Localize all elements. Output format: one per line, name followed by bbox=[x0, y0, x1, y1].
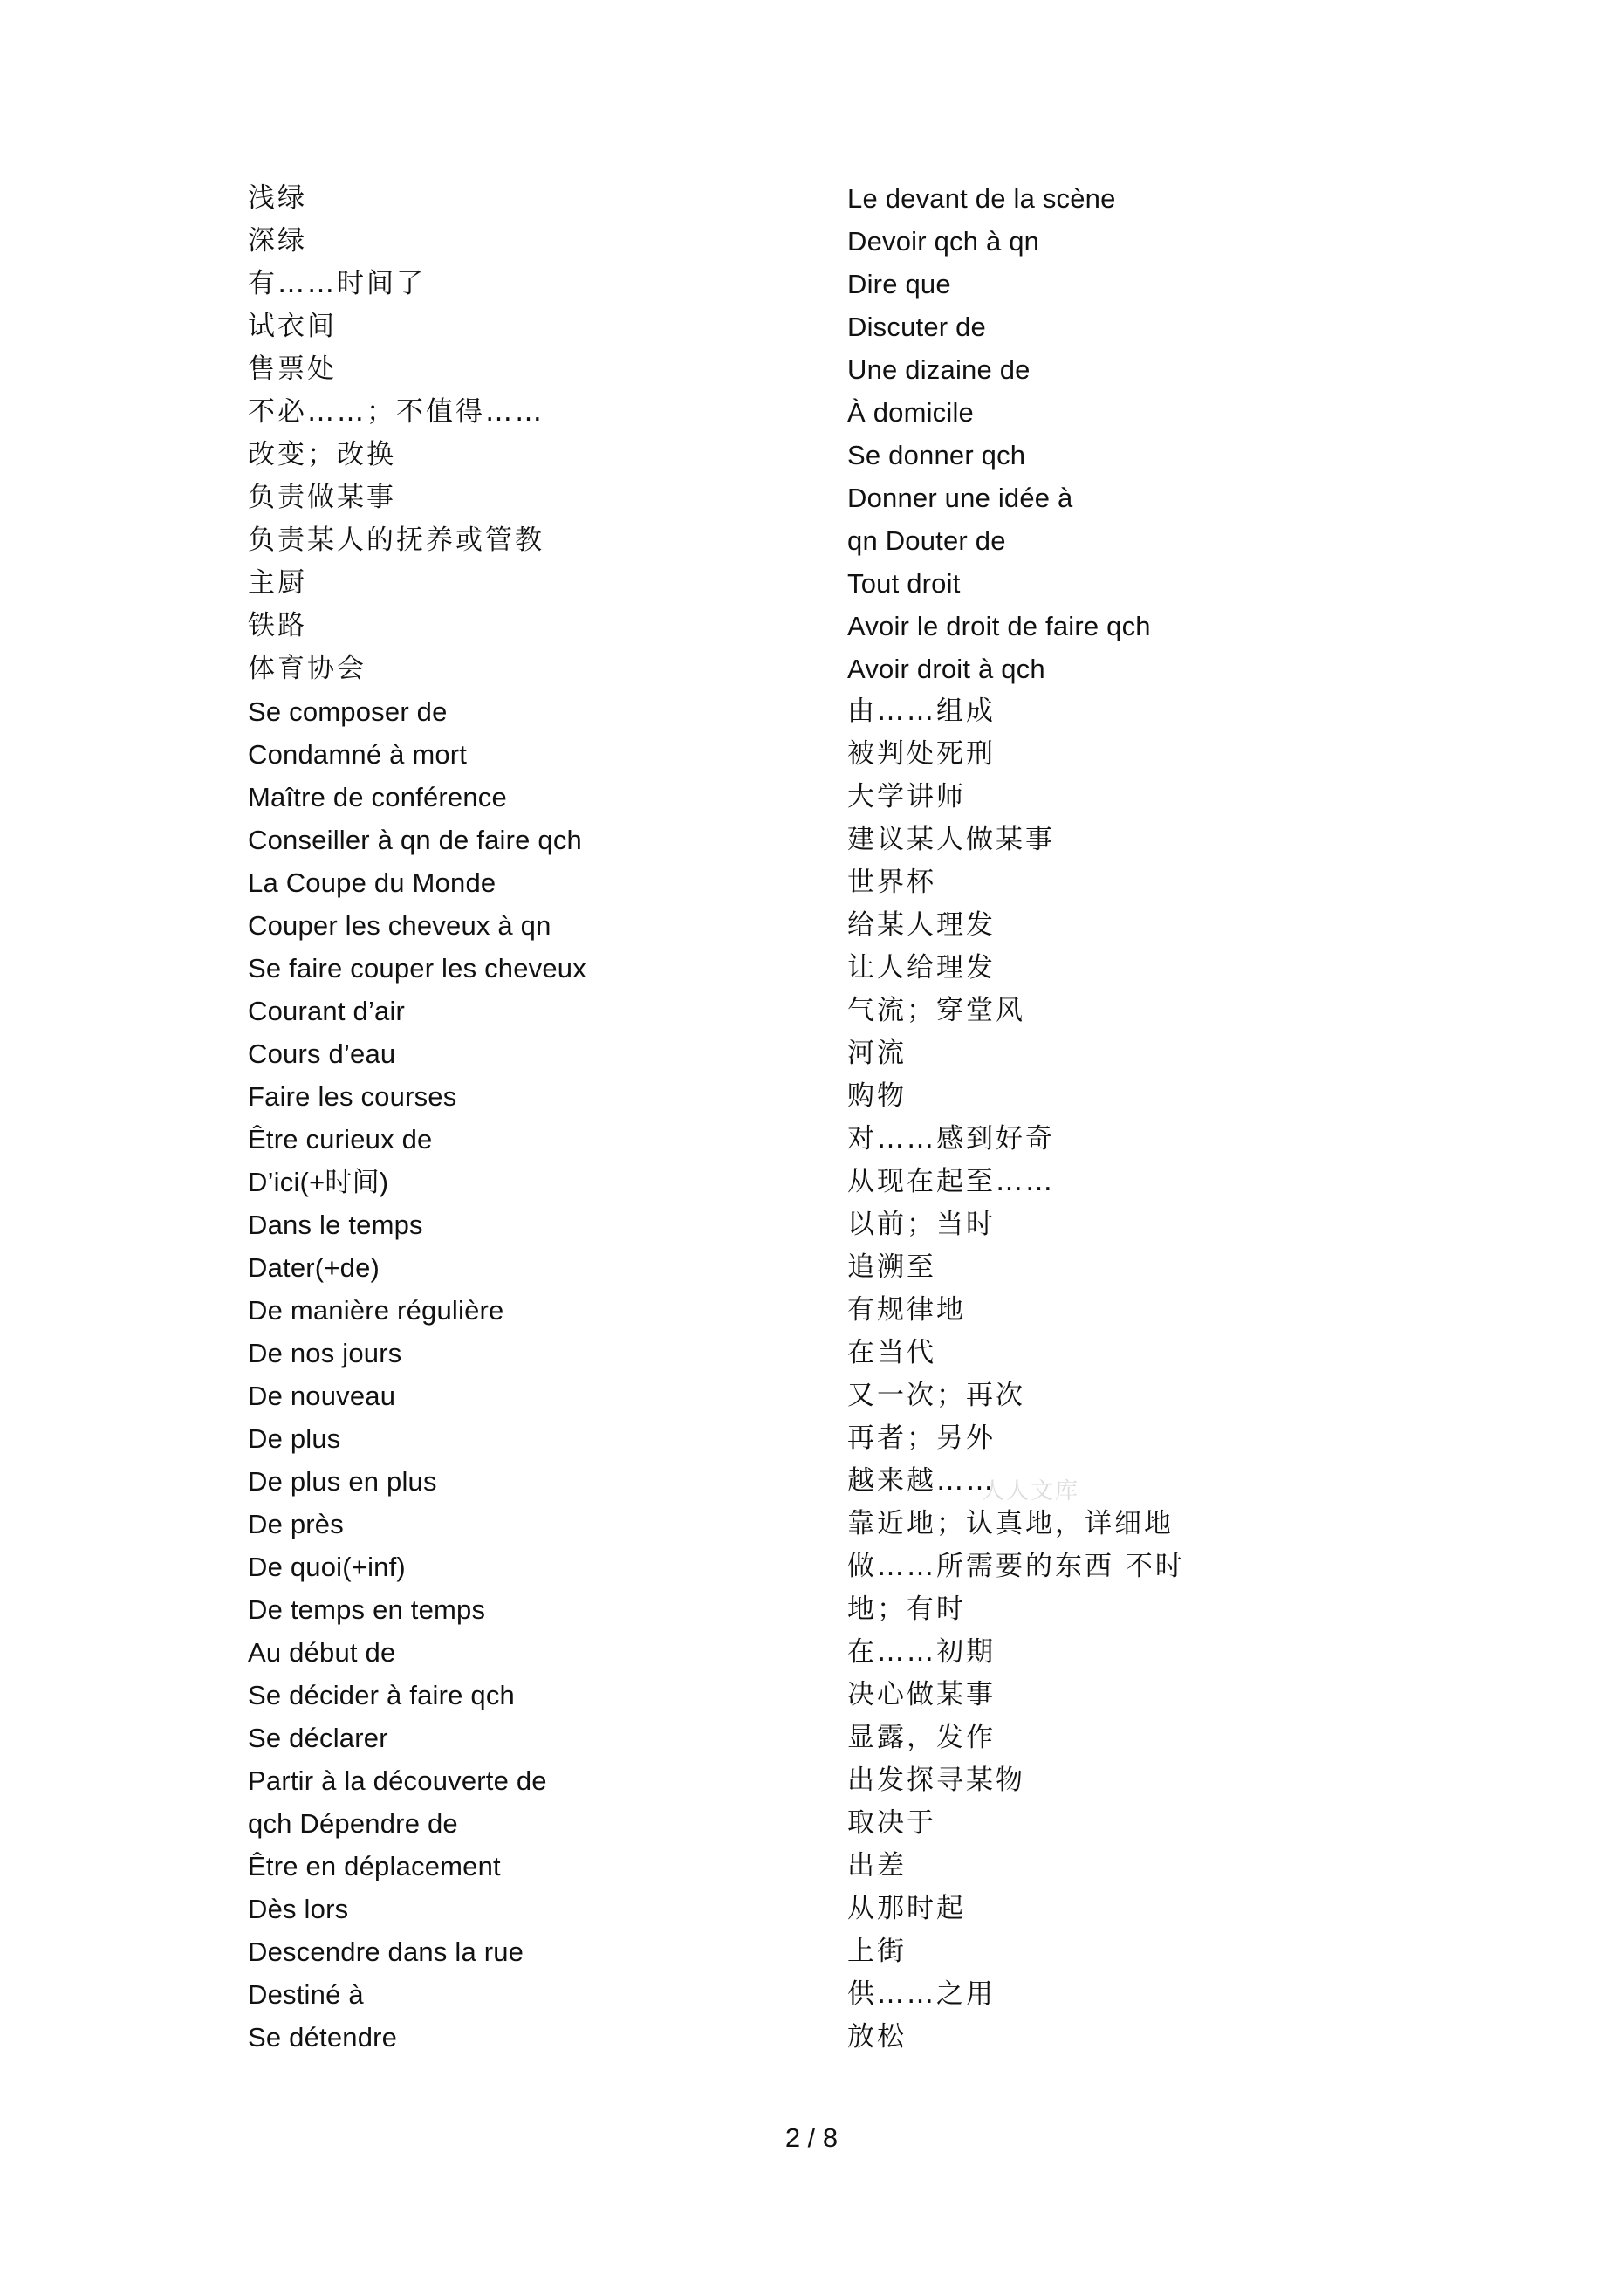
vocab-entry: Dès lors bbox=[248, 1894, 349, 1924]
vocab-entry: 取决于 bbox=[847, 1807, 936, 1839]
vocab-entry: Condamné à mort bbox=[248, 739, 468, 770]
vocab-entry: 上街 bbox=[847, 1936, 907, 1967]
vocab-entry: 越来越…… bbox=[847, 1465, 996, 1497]
vocab-entry: 从那时起 bbox=[847, 1893, 966, 1924]
vocab-entry: 不必……；不值得…… bbox=[248, 396, 544, 428]
vocab-entry: De temps en temps bbox=[248, 1594, 486, 1625]
vocab-entry: 被判处死刑 bbox=[847, 738, 996, 770]
vocab-entry: 气流；穿堂风 bbox=[847, 995, 1025, 1026]
vocab-entry: 体育协会 bbox=[248, 653, 366, 684]
vocab-entry: La Coupe du Monde bbox=[248, 867, 496, 898]
vocab-entry: Devoir qch à qn bbox=[847, 226, 1040, 257]
vocab-entry: 决心做某事 bbox=[847, 1679, 996, 1710]
vocab-entry: Descendre dans la rue bbox=[248, 1936, 524, 1967]
vocab-entry: De quoi(+inf) bbox=[248, 1552, 406, 1582]
vocab-entry: Donner une idée à bbox=[847, 483, 1073, 513]
vocab-entry: 追溯至 bbox=[847, 1251, 936, 1283]
vocab-entry: Se composer de bbox=[248, 696, 448, 727]
vocab-entry: 购物 bbox=[847, 1080, 907, 1112]
vocab-entry: 放松 bbox=[847, 2021, 907, 2053]
vocab-entry: Avoir le droit de faire qch bbox=[847, 611, 1151, 641]
vocab-entry: Avoir droit à qch bbox=[847, 654, 1045, 684]
vocab-entry: Couper les cheveux à qn bbox=[248, 910, 551, 941]
vocab-entry: Conseiller à qn de faire qch bbox=[248, 825, 582, 855]
vocab-entry: Se donner qch bbox=[847, 440, 1026, 470]
vocab-entry: À domicile bbox=[847, 397, 974, 428]
vocab-entry: 从现在起至…… bbox=[847, 1166, 1055, 1197]
right-column bbox=[847, 177, 1406, 2059]
vocab-entry: 在……初期 bbox=[847, 1636, 996, 1668]
vocab-entry: Destiné à bbox=[248, 1979, 364, 2010]
vocab-entry: 大学讲师 bbox=[847, 781, 966, 812]
vocab-entry: 负责做某事 bbox=[248, 482, 396, 513]
vocab-entry: De manière régulière bbox=[248, 1295, 504, 1326]
vocab-entry: qn Douter de bbox=[847, 525, 1006, 556]
vocab-entry: Partir à la découverte de bbox=[248, 1765, 547, 1796]
vocab-entry: 靠近地；认真地，详细地 bbox=[847, 1508, 1174, 1539]
vocab-entry: Tout droit bbox=[847, 568, 961, 599]
vocab-entry: Le devant de la scène bbox=[847, 183, 1116, 214]
vocab-entry: Faire les courses bbox=[248, 1081, 457, 1112]
vocab-entry: 又一次；再次 bbox=[847, 1380, 1025, 1411]
page-number: 2 / 8 bbox=[784, 2122, 839, 2153]
vocab-entry: 铁路 bbox=[248, 610, 307, 641]
vocab-entry: Dater(+de) bbox=[248, 1252, 380, 1283]
vocab-entry: 出差 bbox=[847, 1850, 907, 1881]
vocab-entry: 地；有时 bbox=[847, 1593, 966, 1625]
vocab-entry: Une dizaine de bbox=[847, 354, 1031, 385]
vocab-entry: Être curieux de bbox=[248, 1124, 433, 1155]
vocab-entry: De nouveau bbox=[248, 1381, 396, 1411]
left-column bbox=[248, 177, 806, 2059]
watermark-logo: 人人文库 bbox=[982, 1478, 1080, 1504]
vocab-entry: 售票处 bbox=[248, 353, 337, 385]
vocab-entry: qch Dépendre de bbox=[248, 1808, 458, 1839]
vocab-entry: 给某人理发 bbox=[847, 909, 996, 941]
vocab-entry: Se détendre bbox=[248, 2022, 398, 2053]
vocab-entry: 有规律地 bbox=[847, 1294, 966, 1326]
vocab-entry: 再者；另外 bbox=[847, 1422, 996, 1454]
vocab-entry: Dans le temps bbox=[248, 1210, 423, 1240]
vocab-entry: Se décider à faire qch bbox=[248, 1680, 515, 1710]
vocab-entry: 有……时间了 bbox=[248, 268, 426, 299]
vocab-entry: 在当代 bbox=[847, 1337, 936, 1368]
vocab-entry: Cours d’eau bbox=[248, 1038, 396, 1069]
vocab-entry: D’ici(+时间) bbox=[248, 1167, 389, 1197]
vocab-entry: 世界杯 bbox=[847, 867, 936, 898]
vocab-entry: Dire que bbox=[847, 269, 951, 299]
vocab-entry: Discuter de bbox=[847, 312, 986, 342]
vocab-entry: 负责某人的抚养或管教 bbox=[248, 524, 544, 556]
vocab-entry: 做……所需要的东西 不时 bbox=[847, 1551, 1185, 1582]
vocab-entry: 由……组成 bbox=[847, 696, 996, 727]
vocab-entry: Être en déplacement bbox=[248, 1851, 501, 1881]
vocab-entry: Se déclarer bbox=[248, 1723, 388, 1753]
vocab-entry: 试衣间 bbox=[248, 311, 337, 342]
vocab-entry: De plus en plus bbox=[248, 1466, 437, 1497]
vocab-entry: Au début de bbox=[248, 1637, 396, 1668]
vocab-entry: De nos jours bbox=[248, 1338, 402, 1368]
vocab-entry: 河流 bbox=[847, 1038, 907, 1069]
vocab-entry: 供……之用 bbox=[847, 1978, 996, 2010]
vocab-entry: Maître de conférence bbox=[248, 782, 507, 812]
vocab-entry: 显露，发作 bbox=[847, 1722, 996, 1753]
vocab-entry: 出发探寻某物 bbox=[847, 1765, 1025, 1796]
vocab-entry: 对……感到好奇 bbox=[847, 1123, 1055, 1155]
vocab-entry: 主厨 bbox=[248, 567, 307, 599]
vocab-entry: Se faire couper les cheveux bbox=[248, 953, 586, 984]
vocab-entry: 深绿 bbox=[248, 225, 307, 257]
vocab-entry: De près bbox=[248, 1509, 344, 1539]
vocab-entry: Courant d’air bbox=[248, 996, 406, 1026]
vocab-entry: 改变；改换 bbox=[248, 439, 396, 470]
vocab-entry: 浅绿 bbox=[248, 182, 307, 214]
vocab-entry: 让人给理发 bbox=[847, 952, 996, 984]
vocab-entry: 建议某人做某事 bbox=[847, 824, 1055, 855]
vocab-entry: 以前；当时 bbox=[847, 1209, 996, 1240]
vocab-entry: De plus bbox=[248, 1423, 341, 1454]
